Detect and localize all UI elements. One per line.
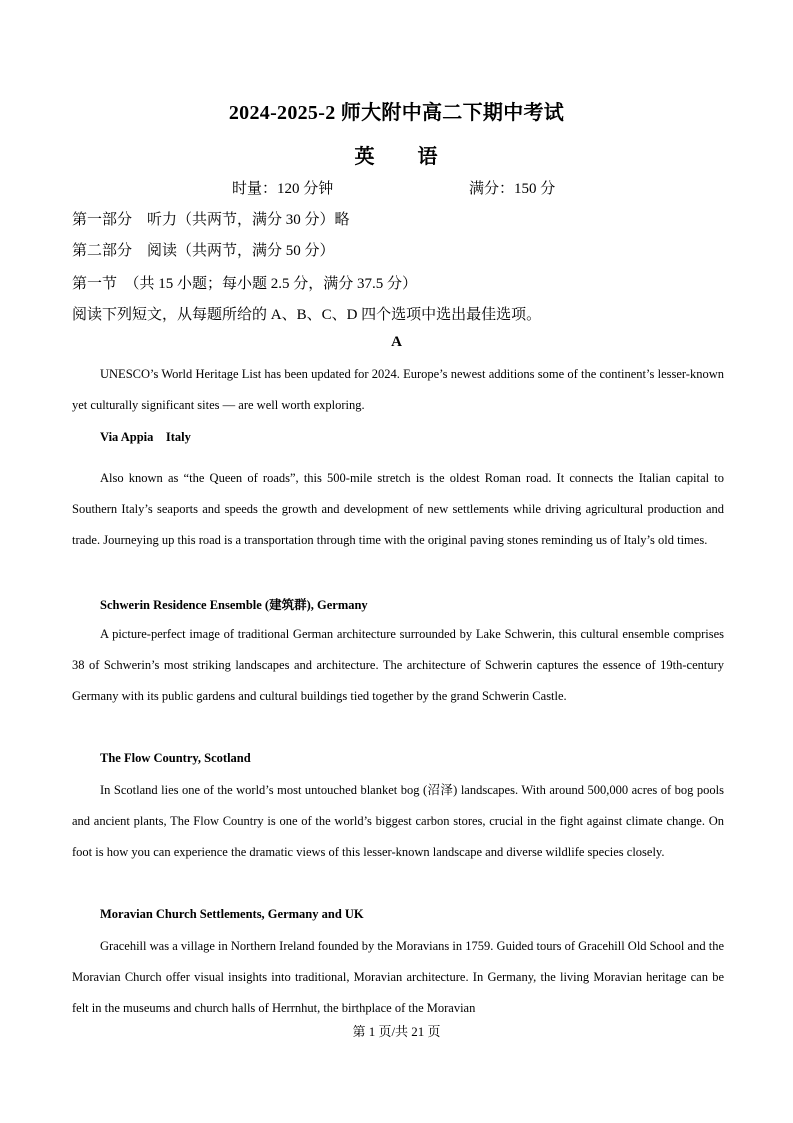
item-text-flow-country: In Scotland lies one of the world’s most untouched blanket bog (沼泽) landscapes. With around 500,000 acres of bog pools and ancient plants, The Flow Country is one of the world’s biggest carbon stores, crucial in the fight against climate change. On foot is how you can experience the dramatic views of this lesser-known landscape and diverse wildlife species closely. [72,783,724,860]
item-text-schwerin: A picture-perfect image of traditional German architecture surrounded by Lake Schwerin, this cultural ensemble comprises 38 of Schwerin’s most striking landscapes and architecture. The architecture of Schwerin captures the essence of 19th-century Germany with its public gardens and cultural buildings tied together by the grand Schwerin Castle. [72,627,724,704]
exam-title: 2024-2025-2 师大附中高二下期中考试 [228,102,565,124]
page-number: 第 1 页/共 21 页 [352,1024,441,1039]
section-one-heading: 第一节 （共 15 小题；每小题 2.5 分，满分 37.5 分） [72,276,418,292]
item-text-via-appia: Also known as “the Queen of roads”, this 500-mile stretch is the oldest Roman road. It connects the Italian capital to Southern Italy’s seaports and speeds the growth and development of new settlements while driving agricultural production and trade. Journeying up this road is a transportation through time with the original paving stones reminding us of Italy’s old times. [72,471,724,548]
passage-intro: UNESCO’s World Heritage List has been updated for 2024. Europe’s newest additions some of the continent’s lesser-known yet culturally significant sites — are well worth exploring. [72,367,724,413]
part-one-heading: 第一部分 听力（共两节，满分 30 分）略 [72,212,350,228]
full-score: 满分：150 分 [469,181,556,197]
subject-title [0,140,793,169]
subject-char-1: 英 [354,146,376,168]
reading-instruction: 阅读下列短文，从每题所给的 A、B、C、D 四个选项中选出最佳选项。 [72,307,542,323]
time-limit: 时量：120 分钟 [232,181,334,197]
subject-char-2: 语 [417,146,439,168]
item-heading-schwerin: Schwerin Residence Ensemble (建筑群), Germany [100,598,368,612]
item-heading-flow-country: The Flow Country, Scotland [100,751,251,765]
passage-label: A [391,334,402,350]
item-text-moravian: Gracehill was a village in Northern Ireland founded by the Moravians in 1759. Guided tours of Gracehill Old School and the Moravian Church offer visual insights into traditional, Moravian architecture. In Germany, the living Moravian heritage can be felt in the museums and church halls of Herrnhut, the birthplace of the Moravian [72,939,724,1016]
part-two-heading: 第二部分 阅读（共两节，满分 50 分） [72,243,335,259]
item-heading-moravian: Moravian Church Settlements, Germany and UK [100,907,364,921]
item-heading-via-appia: Via Appia Italy [100,430,191,444]
